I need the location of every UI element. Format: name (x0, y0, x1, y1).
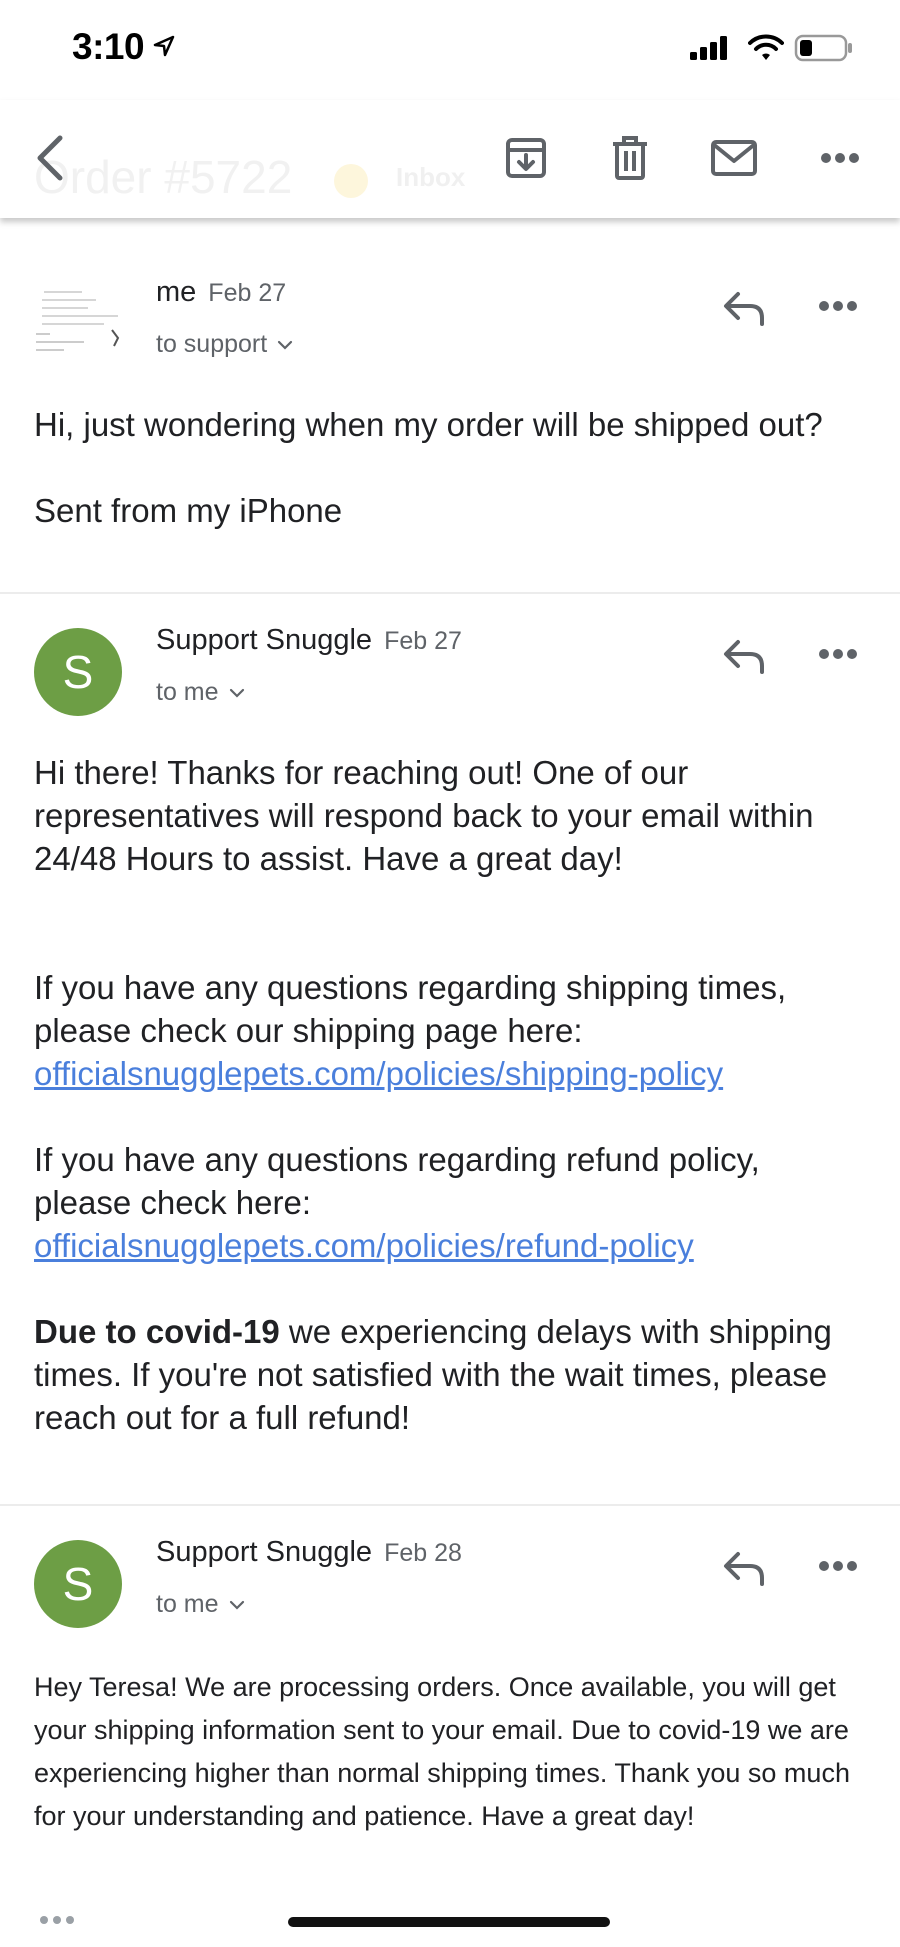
refund-text: If you have any questions regarding refund policy, please check here: (34, 1141, 760, 1221)
message-toolbar (0, 100, 900, 218)
message-body (34, 751, 834, 1439)
sender-name: me (156, 276, 197, 308)
message-body (34, 403, 854, 532)
message-more-icon[interactable] (818, 1560, 858, 1572)
message-header[interactable] (156, 276, 286, 309)
covid-notice-bold: Due to covid-19 (34, 1313, 280, 1350)
show-trimmed-content-icon[interactable] (38, 1914, 76, 1926)
more-horizontal-icon (820, 152, 860, 164)
body-paragraph: Hey Teresa! We are processing orders. Once available, you will get your shipping information sent to your email. Due to covid-19 we are experiencing higher than normal shipping times. Thank you so much for your understanding and patience. Have a great day! (34, 1672, 850, 1831)
mark-unread-button[interactable] (708, 132, 760, 184)
chevron-down-icon (229, 1600, 245, 1610)
message-header[interactable] (156, 624, 462, 657)
email-signature: Sent from my iPhone (34, 492, 343, 529)
email-subject: Order #5722 (34, 151, 293, 203)
important-marker (334, 164, 368, 198)
status-bar (0, 0, 900, 100)
recipient-details-toggle[interactable] (156, 330, 293, 359)
recipient-line: to me (156, 678, 219, 706)
shipping-policy-link[interactable]: officialsnugglepets.com/policies/shipping-policy (34, 1055, 724, 1092)
recipient-line: to me (156, 1590, 219, 1618)
message-date: Feb 28 (384, 1539, 462, 1567)
body-paragraph (34, 966, 834, 1095)
body-paragraph (34, 1310, 834, 1439)
back-icon[interactable] (30, 130, 70, 186)
covid-notice-text: we experiencing delays with shipping times. If you're not satisfied with the wait times, please reach out for a full refund! (34, 1313, 832, 1436)
archive-icon (504, 136, 548, 180)
body-paragraph (34, 1138, 834, 1267)
wifi-icon (748, 33, 784, 61)
chevron-down-icon (229, 688, 245, 698)
mail-icon (710, 139, 758, 177)
message-more-icon[interactable] (818, 648, 858, 660)
sender-avatar: S (34, 628, 122, 716)
battery-icon (794, 34, 854, 62)
home-indicator[interactable] (288, 1917, 610, 1927)
recipient-details-toggle[interactable] (156, 678, 245, 707)
shipping-text: If you have any questions regarding shipping times, please check our shipping page here: (34, 969, 787, 1049)
refund-policy-link[interactable]: officialsnugglepets.com/policies/refund-policy (34, 1227, 694, 1264)
sender-name: Support Snuggle (156, 624, 373, 656)
message-divider (0, 1504, 900, 1506)
message-divider (0, 592, 900, 594)
sender-avatar (34, 286, 124, 356)
message-body (34, 1666, 874, 1838)
message-date: Feb 27 (208, 279, 287, 307)
signature-thumbnail-icon (34, 286, 124, 356)
recipient-details-toggle[interactable] (156, 1590, 245, 1619)
body-paragraph: Hi there! Thanks for reaching out! One of our representatives will respond back to your email within 24/48 Hours to assist. Have a great day! (34, 754, 814, 877)
sender-name: Support Snuggle (156, 1536, 373, 1568)
chevron-down-icon (277, 340, 293, 350)
message-date: Feb 27 (384, 627, 462, 655)
cell-signal-icon (690, 36, 732, 60)
body-paragraph: Hi, just wondering when my order will be shipped out? (34, 406, 823, 443)
message-header[interactable] (156, 1536, 462, 1569)
recipient-line: to support (156, 330, 268, 358)
sender-avatar: S (34, 1540, 122, 1628)
inbox-label: Inbox (396, 162, 466, 192)
location-arrow-icon (152, 34, 176, 58)
archive-button[interactable] (500, 132, 552, 184)
reply-icon[interactable] (722, 290, 766, 326)
message-more-icon[interactable] (818, 300, 858, 312)
reply-icon[interactable] (722, 638, 766, 674)
status-time: 3:10 (72, 26, 145, 67)
more-options-button[interactable] (814, 132, 866, 184)
trash-icon (610, 135, 650, 181)
delete-button[interactable] (604, 132, 656, 184)
reply-icon[interactable] (722, 1550, 766, 1586)
